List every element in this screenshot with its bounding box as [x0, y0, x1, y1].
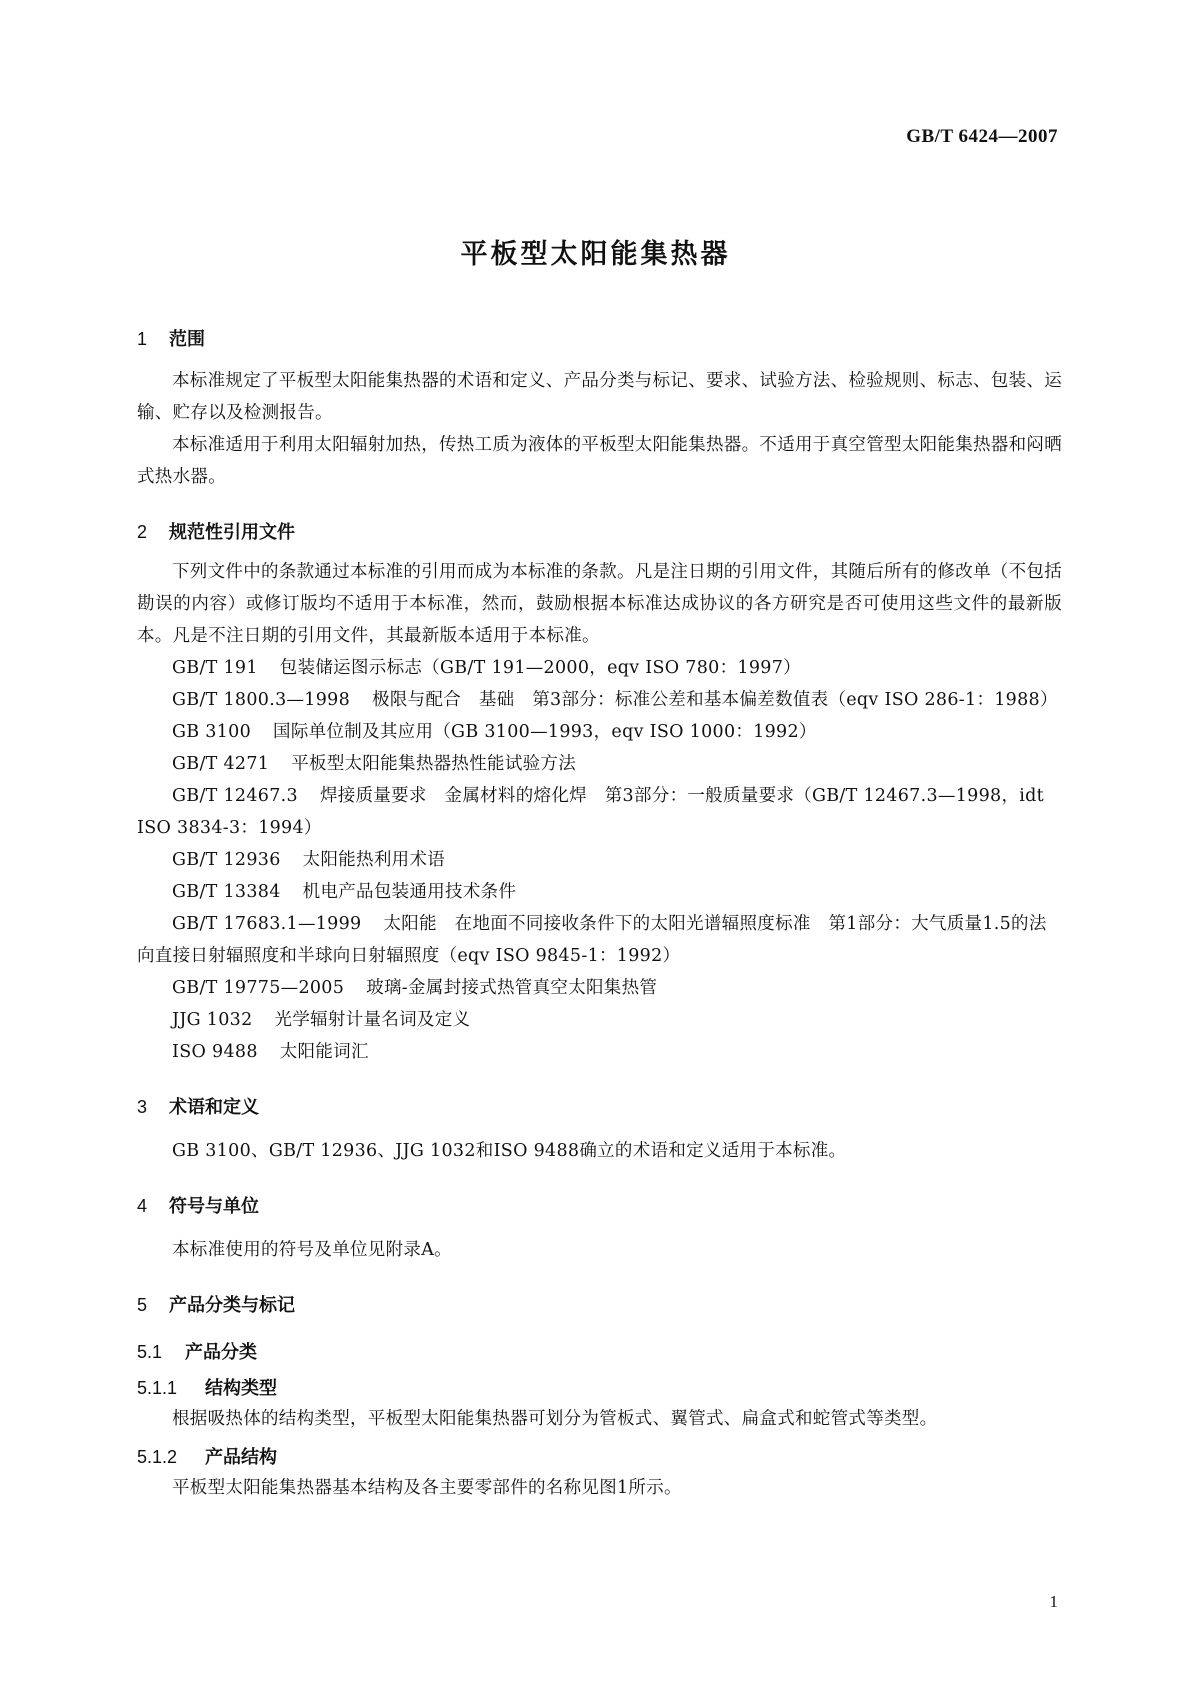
document-title: 平板型太阳能集热器: [460, 239, 731, 270]
section-heading-4: [137, 1193, 1062, 1220]
reference-title: 太阳能 在地面不同接收条件下的太阳光谱辐照度标准 第1部分：大气质量1.5的法向直接日射辐照度和半球向日射辐照度（eqv ISO 9845-1：1992）: [137, 914, 1047, 966]
section-heading-2: [137, 519, 1062, 546]
scope-paragraph: 本标准适用于利用太阳辐射加热，传热工质为液体的平板型太阳能集热器。不适用于真空管型太阳能集热器和闷晒式热水器。: [137, 435, 1062, 487]
section-title: 产品分类与标记: [169, 1295, 295, 1316]
section-number: 2: [137, 522, 148, 542]
reference-title: 太阳能热利用术语: [302, 850, 446, 870]
section-title: 规范性引用文件: [169, 522, 295, 543]
section-heading-1: [137, 326, 1062, 353]
reference-code: GB/T 4271: [172, 754, 270, 774]
section-title: 符号与单位: [169, 1196, 259, 1217]
subsection-heading-5-1: [137, 1339, 1062, 1366]
reference-code: GB/T 12467.3: [172, 786, 298, 806]
reference-item: [137, 908, 1062, 972]
subsection-heading-5-1-2: [137, 1444, 1062, 1471]
reference-item: [137, 1004, 1062, 1036]
reference-code: ISO 9488: [172, 1042, 258, 1062]
section-title: 术语和定义: [169, 1097, 259, 1118]
section-number: 1: [137, 329, 148, 349]
reference-title: 焊接质量要求 金属材料的熔化焊 第3部分：一般质量要求（GB/T 12467.3—1998，idt ISO 3834-3：1994）: [137, 786, 1044, 838]
reference-code: GB/T 1800.3—1998: [172, 690, 351, 710]
section-number: 3: [137, 1097, 148, 1117]
section-number: 5: [137, 1295, 148, 1315]
section-title: 范围: [169, 329, 205, 350]
subsection-heading-5-1-1: [137, 1375, 1062, 1402]
reference-code: JJG 1032: [172, 1010, 253, 1030]
subsection-number: 5.1.1: [137, 1378, 178, 1398]
subsection-title: 产品分类: [185, 1342, 257, 1363]
reference-item: [137, 844, 1062, 876]
reference-item: [137, 1036, 1062, 1068]
page-number: 1: [1049, 1592, 1058, 1611]
reference-item: [137, 684, 1062, 716]
structure-type-paragraph: 根据吸热体的结构类型，平板型太阳能集热器可划分为管板式、翼管式、扁盒式和蛇管式等类型。: [172, 1409, 938, 1429]
standard-code: GB/T 6424—2007: [906, 126, 1058, 147]
section-number: 4: [137, 1196, 148, 1216]
reference-title: 光学辐射计量名词及定义: [274, 1010, 471, 1030]
reference-code: GB 3100: [172, 722, 252, 742]
reference-title: 玻璃-金属封接式热管真空太阳集热管: [366, 978, 658, 998]
reference-title: 平板型太阳能集热器热性能试验方法: [291, 754, 577, 774]
subsection-title: 产品结构: [205, 1447, 277, 1468]
reference-item: [137, 716, 1062, 748]
reference-code: GB/T 13384: [172, 882, 281, 902]
reference-code: GB/T 19775—2005: [172, 978, 345, 998]
reference-title: 极限与配合 基础 第3部分：标准公差和基本偏差数值表（eqv ISO 286-1：1988）: [372, 690, 1058, 710]
reference-item: [137, 780, 1062, 844]
section-heading-3: [137, 1094, 1062, 1121]
terms-paragraph: GB 3100、GB/T 12936、JJG 1032和ISO 9488确立的术语和定义适用于本标准。: [172, 1141, 847, 1161]
reference-item: [137, 748, 1062, 780]
reference-title: 国际单位制及其应用（GB 3100—1993，eqv ISO 1000：1992）: [273, 722, 817, 742]
document-body: [137, 326, 1062, 1504]
references-intro: 下列文件中的条款通过本标准的引用而成为本标准的条款。凡是注日期的引用文件，其随后所有的修改单（不包括勘误的内容）或修订版均不适用于本标准，然而，鼓励根据本标准达成协议的各方研究是否可使用这些文件的最新版本。凡是不注日期的引用文件，其最新版本适用于本标准。: [137, 562, 1062, 646]
subsection-number: 5.1: [137, 1342, 163, 1362]
reference-item: [137, 876, 1062, 908]
reference-title: 机电产品包装通用技术条件: [302, 882, 517, 902]
symbols-paragraph: 本标准使用的符号及单位见附录A。: [172, 1240, 452, 1260]
reference-title: 太阳能词汇: [279, 1042, 369, 1062]
reference-code: GB/T 191: [172, 658, 258, 678]
reference-title: 包装储运图示标志（GB/T 191—2000，eqv ISO 780：1997）: [279, 658, 801, 678]
reference-code: GB/T 17683.1—1999: [172, 914, 362, 934]
reference-item: [137, 652, 1062, 684]
scope-paragraph: 本标准规定了平板型太阳能集热器的术语和定义、产品分类与标记、要求、试验方法、检验规则、标志、包装、运输、贮存以及检测报告。: [137, 371, 1062, 423]
product-structure-paragraph: 平板型太阳能集热器基本结构及各主要零部件的名称见图1所示。: [172, 1478, 682, 1498]
section-heading-5: [137, 1292, 1062, 1319]
reference-code: GB/T 12936: [172, 850, 281, 870]
subsection-title: 结构类型: [205, 1378, 277, 1399]
subsection-number: 5.1.2: [137, 1447, 178, 1467]
reference-item: [137, 972, 1062, 1004]
